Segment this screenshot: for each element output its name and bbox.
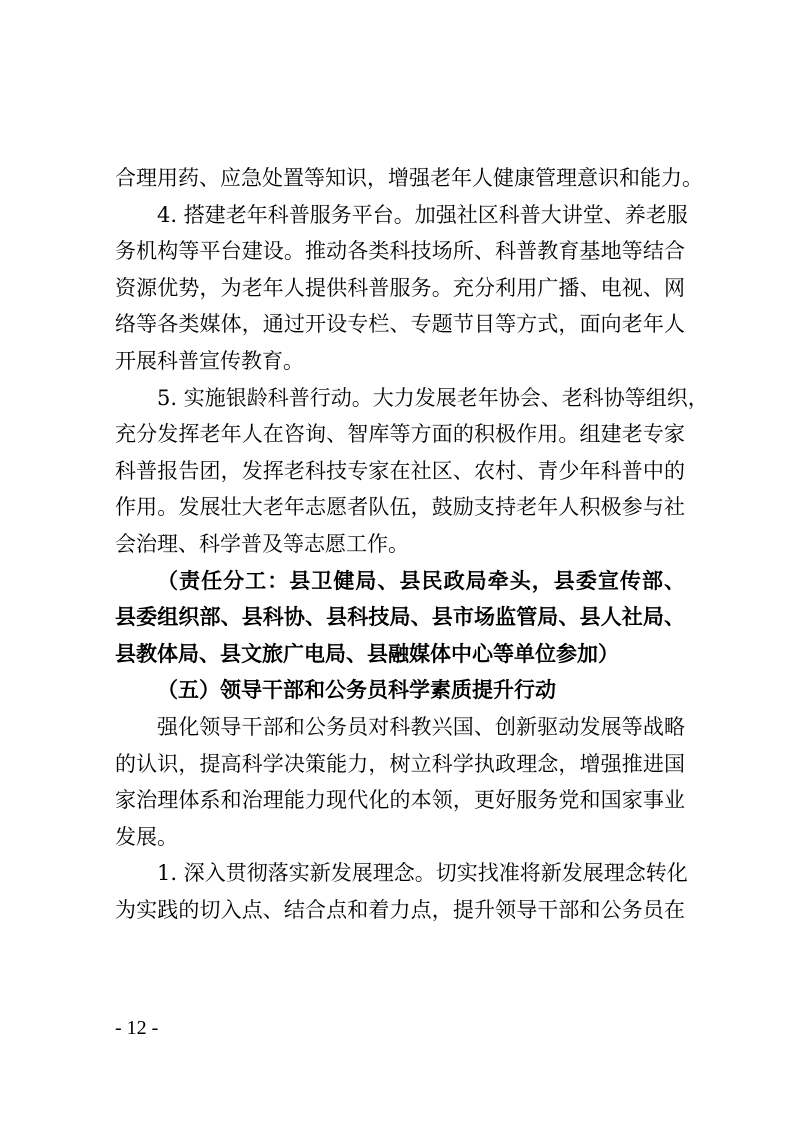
text-line: 5. 实施银龄科普行动。大力发展老年协会、老科协等组织， — [157, 385, 709, 410]
text-line: 作用。发展壮大老年志愿者队伍，鼓励支持老年人积极参与社 — [115, 495, 685, 520]
section-heading: （五）领导干部和公务员科学素质提升行动 — [157, 677, 556, 703]
text-line: 务机构等平台建设。推动各类科技场所、科普教育基地等结合 — [115, 239, 685, 264]
document-body — [115, 160, 709, 928]
text-line: 家治理体系和治理能力现代化的本领，更好服务党和国家事业 — [115, 788, 685, 813]
text-line: 4. 搭建老年科普服务平台。加强社区科普大讲堂、养老服 — [157, 202, 688, 227]
text-line: 1. 深入贯彻落实新发展理念。切实找准将新发展理念转化 — [157, 861, 688, 886]
page-number: - 12 - — [115, 1017, 159, 1039]
text-line: 强化领导干部和公务员对科教兴国、创新驱动发展等战略 — [157, 714, 685, 739]
text-line: 科普报告团，发挥老科技专家在社区、农村、青少年科普中的 — [115, 458, 685, 483]
text-line: 的认识，提高科学决策能力，树立科学执政理念，增强推进国 — [115, 751, 685, 776]
text-line: 开展科普宣传教育。 — [115, 348, 304, 373]
text-line: 充分发挥老年人在咨询、智库等方面的积极作用。组建老专家 — [115, 422, 685, 447]
text-line: 会治理、科学普及等志愿工作。 — [115, 531, 409, 556]
text-line: 合理用药、应急处置等知识，增强老年人健康管理意识和能力。 — [115, 166, 703, 190]
text-line: 络等各类媒体，通过开设专栏、专题节目等方式，面向老年人 — [115, 312, 685, 337]
responsibility-line: （责任分工：县卫健局、县民政局牵头，县委宣传部、 — [157, 567, 685, 593]
text-line: 发展。 — [115, 824, 178, 849]
text-line: 资源优势，为老年人提供科普服务。充分利用广播、电视、网 — [115, 275, 685, 300]
responsibility-line: 县教体局、县文旅广电局、县融媒体中心等单位参加） — [115, 640, 619, 666]
responsibility-line: 县委组织部、县科协、县科技局、县市场监管局、县人社局、 — [115, 604, 685, 630]
text-line: 为实践的切入点、结合点和着力点，提升领导干部和公务员在 — [115, 897, 685, 922]
